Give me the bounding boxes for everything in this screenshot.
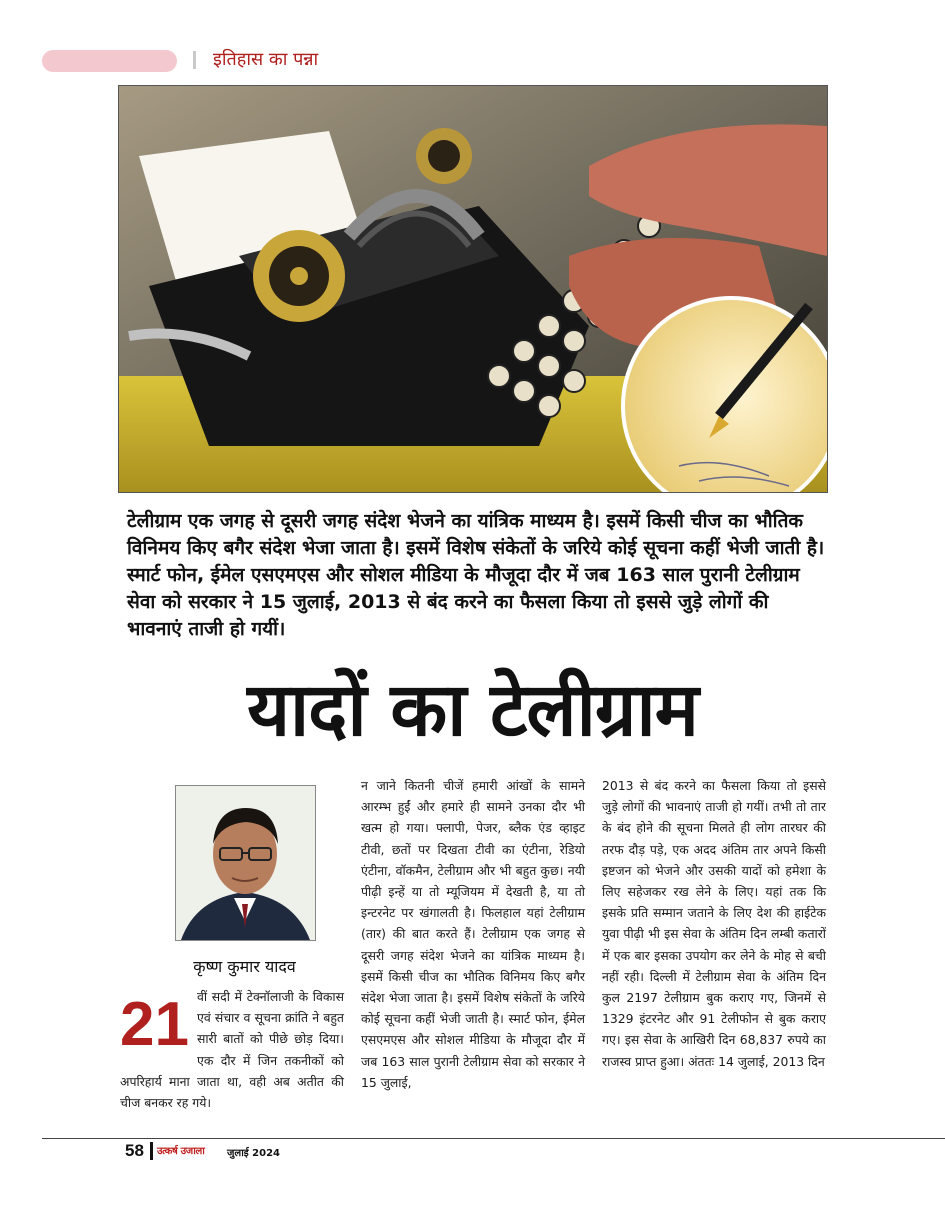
intro-paragraph: टेलीग्राम एक जगह से दूसरी जगह संदेश भेजने का यांत्रिक माध्यम है। इसमें किसी चीज का भौतिक विनिमय किए बगैर संदेश भेजा जाता है। इसमें विशेष संकेतों के जरिये कोई सूचना कहीं भेजी जाती है। स्मार्ट फोन, ईमेल एसएमएस और सोशल मीडिया के मौजूदा दौर में जब 163 साल पुरानी टेलीग्राम सेवा को सरकार ने 15 जुलाई, 2013 से बंद करने का फैसला किया तो इससे जुड़े लोगों की भावनाएं ताजी हो गयीं। (127, 510, 825, 640)
headline: यादों का टेलीग्राम (247, 667, 698, 753)
magazine-logo: उत्कर्ष उजाला (157, 1146, 205, 1157)
author-photo (175, 785, 316, 941)
article-column-2: न जाने कितनी चीजें हमारी आंखों के सामने आरम्भ हुईं और हमारे ही सामने उनका दौर भी खत्म हो गया। फ्लापी, पेजर, ब्लैक एंड व्हाइट टीवी, छतों पर दिखता टीवी का एंटीना, रेडियो एंटीना, वॉकमैन, टेलीग्राम और भी बहुत कुछ। नयी पीढ़ी इन्हें या तो म्यूजियम में देखती है, या तो इन्टरनेट पर खंगालती है। फिलहाल यहां टेलीग्राम (तार) की बात करते हैं। टेलीग्राम एक जगह से दूसरी जगह संदेश भेजने का यांत्रिक माध्यम है। इसमें किसी चीज का भौतिक विनिमय किए बगैर संदेश भेजा जाता है। इसमें विशेष संकेतों के जरिये कोई सूचना कहीं भेजी जाती है। स्मार्ट फोन, ईमेल एसएमएस और सोशल मीडिया के मौजूदा दौर में जब 163 साल पुरानी टेलीग्राम सेवा को सरकार ने 15 जुलाई, (361, 778, 585, 1090)
footer-separator (150, 1142, 153, 1160)
article-column-3: 2013 से बंद करने का फैसला किया तो इससे जुड़े लोगों की भावनाएं ताजी हो गयीं। तभी तो तार के बंद होने की सूचना मिलते ही लोग तारघर की तरफ दौड़ पड़े, एक अदद अंतिम तार अपने किसी इष्टजन को भेजने और उसकी यादों को हमेशा के लिए सहेजकर रख लेने के लिए। यहां तक कि इसके प्रति सम्मान जताने के लिए देश की हाईटेक युवा पीढ़ी भी इस सेवा के अंतिम दिन लम्बी कतारों में एक बार इसका उपयोग कर लेने के मोह से बची नहीं रही। दिल्ली में टेलीग्राम सेवा के अंतिम दिन कुल 2197 टेलीग्राम बुक कराए गए, जिनमें से 1329 इंटरनेट और 91 टेलीफोन से बुक कराए गए। इस सेवा के आखिरी दिन 68,837 रुपये का राजस्व प्राप्त हुआ। अंततः 14 जुलाई, 2013 दिन (602, 778, 826, 1069)
hero-image-typewriter (118, 85, 828, 493)
author-name: कृष्ण कुमार यादव (193, 957, 296, 976)
article-column-1-text: वीं सदी में टेक्नॉलाजी के विकास एवं संचार व सूचना क्रांति ने बहुत सारी बातों को पीछे छोड़ दिया। एक दौर में जिन तकनीकों को अपरिहार्य माना जाता था, वही अब अतीत की चीज बनकर रह गये। (120, 989, 344, 1111)
article-column-1 (120, 986, 344, 1113)
issue-date: जुलाई 2024 (227, 1148, 281, 1159)
page-number: 58 (125, 1141, 144, 1160)
footer-rule (42, 1138, 945, 1139)
dropcap: 21 (120, 990, 189, 1059)
header-separator (193, 51, 196, 69)
section-title: इतिहास का पन्ना (213, 49, 319, 70)
header-pill-decoration (42, 50, 177, 72)
